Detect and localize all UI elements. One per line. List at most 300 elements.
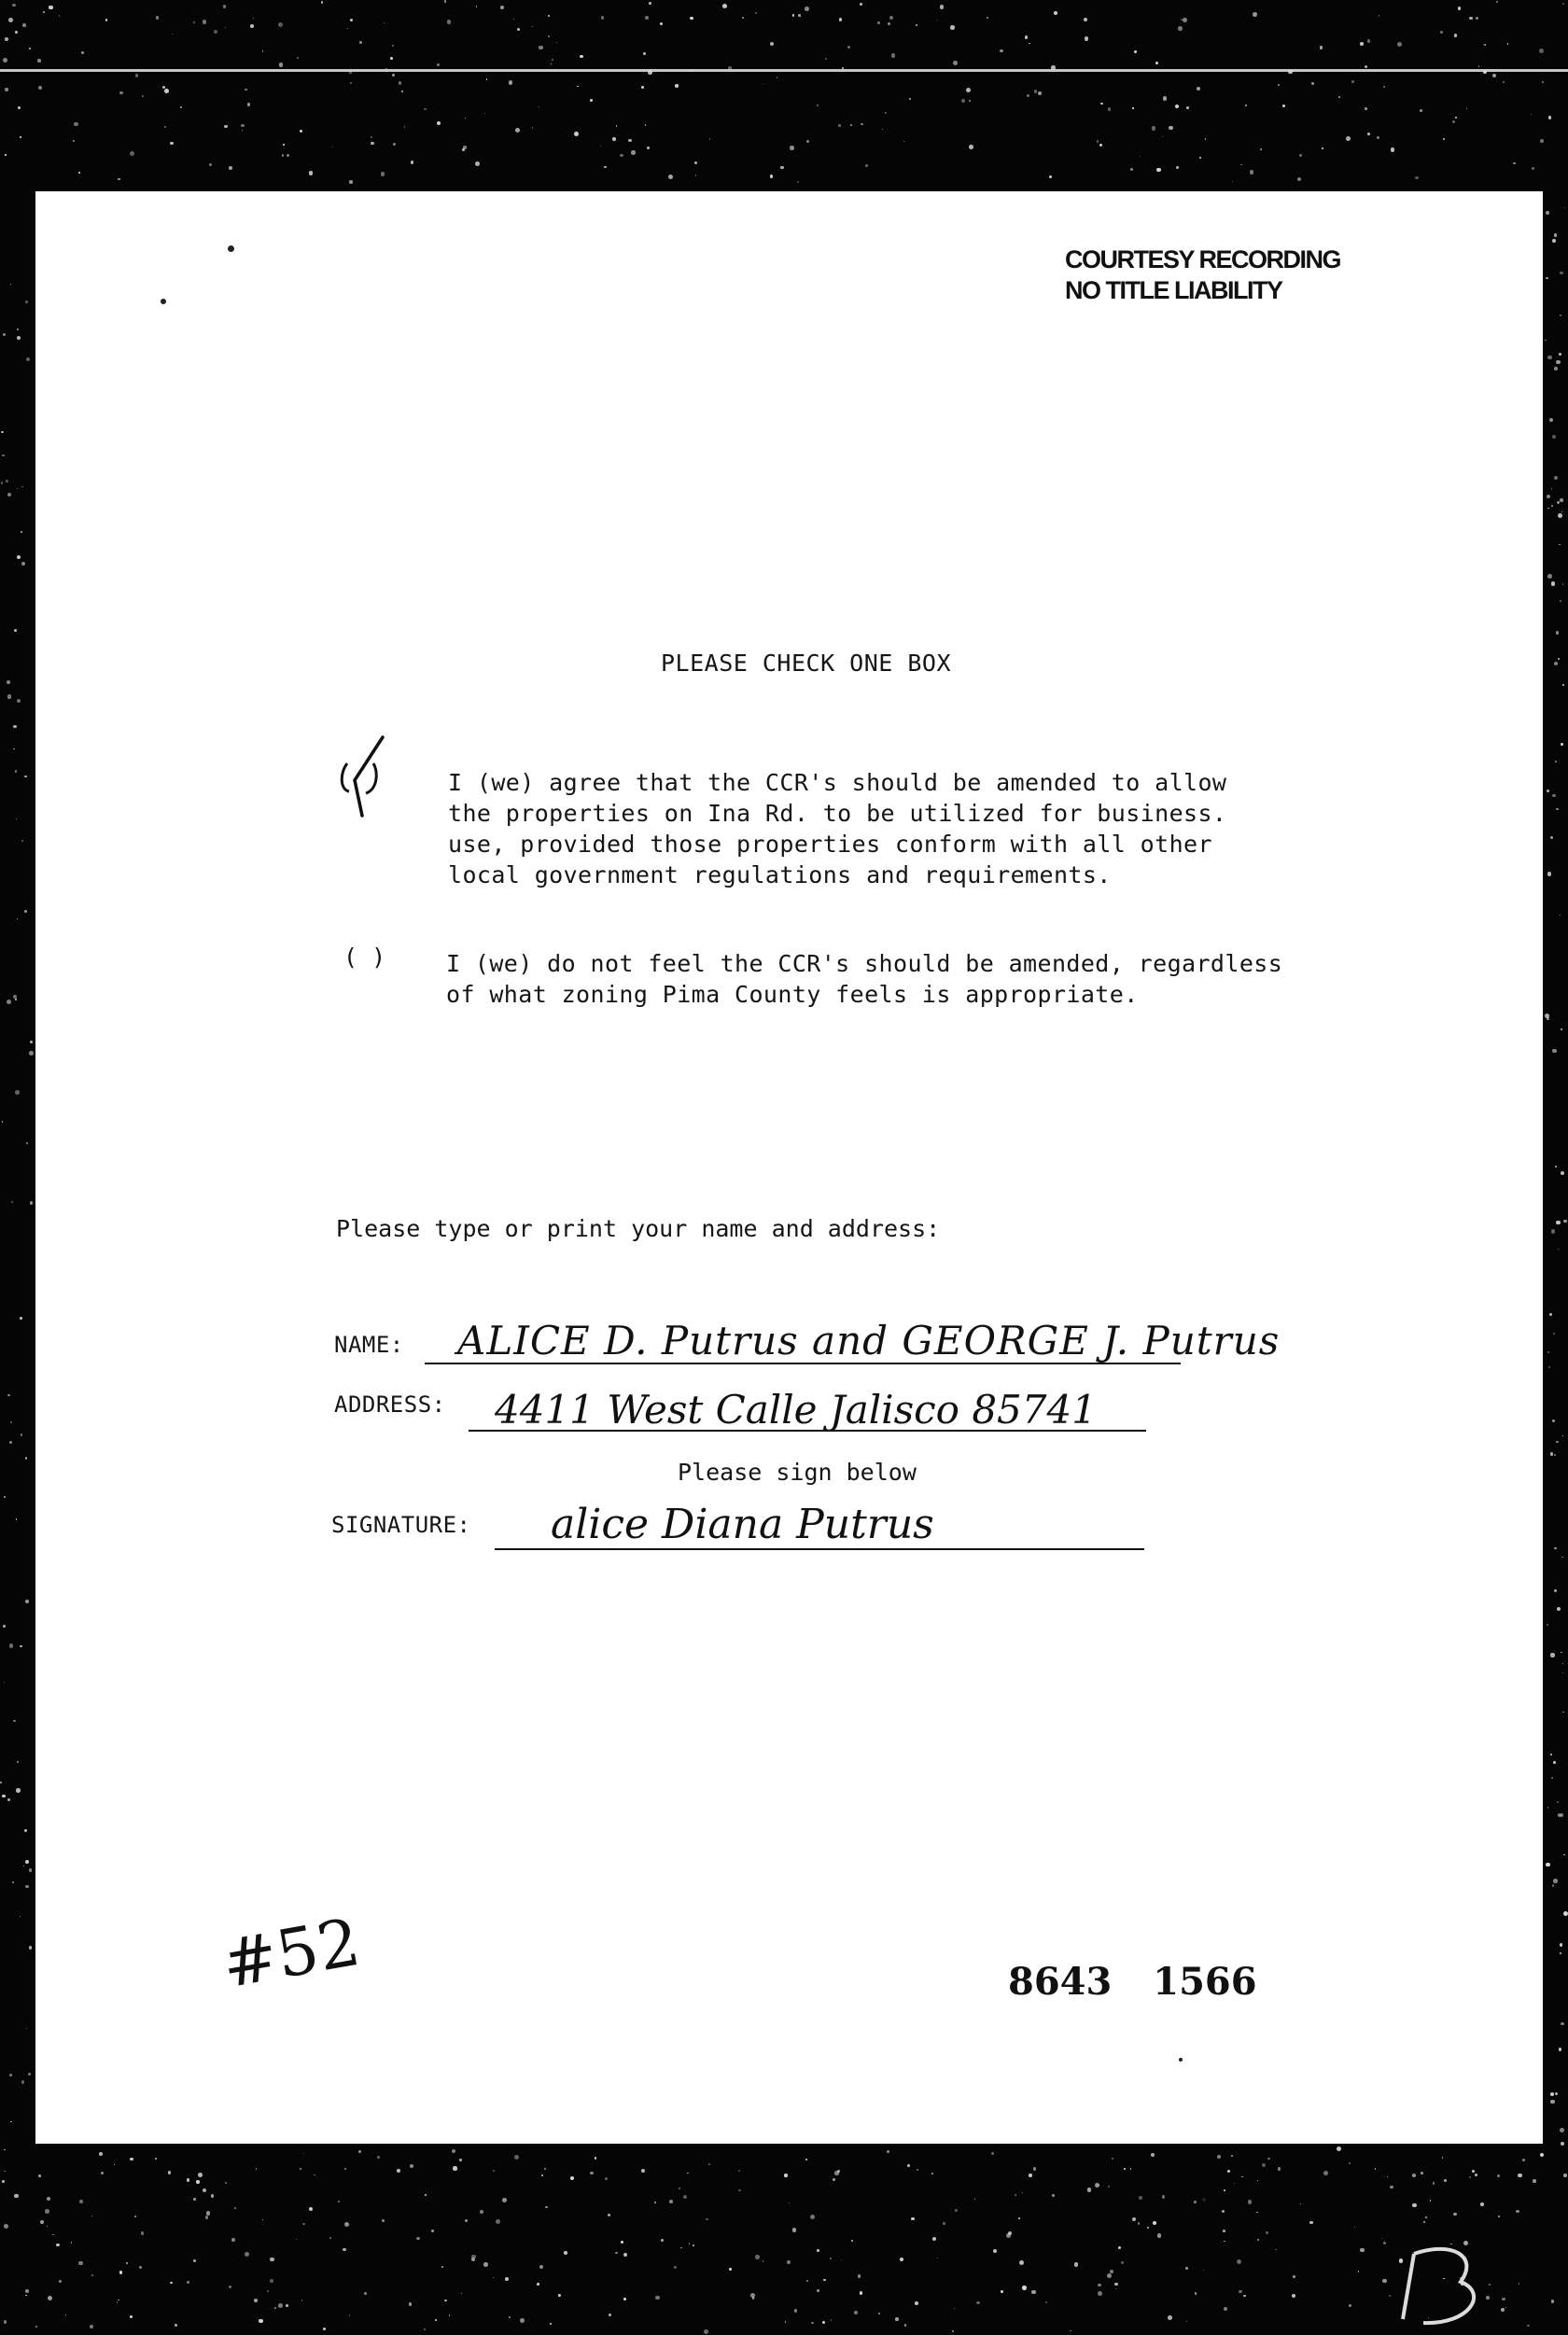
scan-speck (830, 2258, 833, 2260)
stamp-line-2: NO TITLE LIABILITY (1065, 276, 1282, 304)
scan-speck (1518, 2174, 1521, 2177)
scan-speck (1560, 1943, 1562, 1946)
scan-speck (14, 2194, 19, 2199)
scan-speck (631, 150, 636, 155)
scan-speck (1454, 34, 1458, 37)
scan-speck (1381, 2238, 1382, 2239)
scan-speck (792, 2228, 797, 2232)
scan-speck (17, 336, 21, 340)
scan-speck (860, 3, 862, 6)
scan-speck (687, 2173, 689, 2174)
scan-speck (1099, 144, 1102, 147)
scan-speck (390, 57, 393, 60)
scan-speck (2, 1795, 5, 1797)
scan-speck (1547, 790, 1549, 792)
scan-speck (1550, 1452, 1554, 1456)
scan-speck (15, 31, 18, 34)
scan-speck (1560, 600, 1561, 602)
scan-speck (1084, 18, 1087, 21)
scan-speck (1433, 2182, 1435, 2184)
scan-speck (1562, 1663, 1563, 1664)
scan-speck (410, 2164, 413, 2168)
scan-speck (1098, 2284, 1101, 2287)
scan-speck (7, 680, 10, 684)
scan-speck (59, 15, 61, 17)
scan-speck (17, 555, 21, 559)
scan-speck (648, 70, 651, 74)
scan-speck (1203, 2270, 1204, 2271)
scan-speck (537, 2283, 539, 2286)
scan-speck (475, 161, 480, 166)
scan-speck (13, 725, 17, 729)
scan-speck (738, 2170, 740, 2172)
scan-speck (577, 86, 578, 87)
scan-speck (885, 112, 887, 114)
scan-speck (349, 2314, 350, 2315)
scan-speck (1545, 340, 1546, 341)
scan-speck (1553, 1761, 1556, 1764)
scan-speck (9, 2074, 13, 2077)
scan-speck (300, 130, 302, 133)
scan-speck (1563, 1911, 1568, 1916)
scan-speck (1556, 631, 1559, 634)
scan-speck (278, 22, 283, 27)
scan-speck (13, 1720, 16, 1723)
scan-speck (847, 46, 850, 49)
scan-speck (1560, 1952, 1561, 1954)
scan-speck (7, 1000, 11, 1004)
scan-speck (26, 357, 30, 361)
scan-speck (1466, 108, 1468, 110)
scan-speck (907, 2164, 910, 2167)
scan-speck (1476, 17, 1478, 20)
scan-speck (1554, 662, 1558, 665)
scan-speck (817, 2289, 819, 2292)
scan-speck (71, 2242, 72, 2243)
scan-speck (1176, 166, 1179, 169)
scan-speck (708, 2163, 710, 2165)
scan-speck (810, 2215, 815, 2219)
scan-speck (755, 12, 757, 14)
scan-speck (950, 25, 955, 30)
scan-speck (806, 2280, 808, 2282)
scan-speck (198, 2173, 203, 2177)
scan-speck (539, 46, 543, 50)
scan-speck (1299, 154, 1302, 157)
scan-speck (1562, 1435, 1563, 1436)
scan-speck (1297, 177, 1301, 181)
scan-speck (1121, 2261, 1125, 2265)
scan-speck (1507, 43, 1509, 45)
scan-speck (409, 2302, 412, 2305)
scan-speck (517, 28, 520, 31)
scan-speck (30, 1041, 33, 1043)
scan-speck (1531, 114, 1532, 115)
scan-speck (371, 136, 372, 138)
scan-speck (1551, 2300, 1555, 2303)
scan-speck (17, 329, 19, 330)
scan-speck (1338, 96, 1340, 98)
scan-speck (969, 100, 971, 102)
scan-speck (608, 2214, 610, 2216)
scan-speck (514, 2155, 519, 2160)
scan-speck (1452, 120, 1455, 123)
scan-speck (1097, 140, 1099, 143)
scan-speck (1557, 501, 1560, 504)
scan-speck (459, 2159, 462, 2161)
scan-speck (1157, 2233, 1161, 2237)
scan-speck (6, 480, 8, 482)
scan-speck (1387, 2176, 1389, 2178)
scan-speck (193, 21, 195, 23)
scan-speck (25, 2295, 27, 2297)
scan-speck (709, 138, 710, 139)
scan-speck (623, 2298, 626, 2300)
scan-speck (770, 175, 774, 178)
scan-speck (1034, 90, 1037, 92)
scan-speck (1562, 3, 1564, 5)
scan-speck (1546, 211, 1549, 215)
scan-speck (954, 2308, 955, 2309)
scan-speck (690, 17, 693, 20)
scan-speck (1420, 109, 1421, 111)
scan-speck (1250, 170, 1254, 175)
scan-speck (564, 2251, 567, 2255)
scan-speck (1232, 181, 1233, 182)
scan-speck (16, 1518, 17, 1519)
scan-speck (1181, 19, 1183, 21)
scan-speck (1231, 2155, 1233, 2157)
scan-speck (917, 2169, 919, 2172)
scan-speck (882, 129, 883, 130)
scan-speck (180, 106, 183, 109)
scan-speck (645, 16, 649, 20)
scan-speck (969, 145, 973, 149)
scan-speck (206, 2211, 210, 2215)
scan-speck (1397, 42, 1402, 47)
scan-speck (493, 2277, 494, 2278)
scan-speck (404, 126, 406, 128)
scan-speck (1051, 65, 1056, 70)
scan-speck (300, 2168, 301, 2170)
scan-speck (839, 18, 843, 21)
scan-dot (1179, 2058, 1183, 2062)
scan-speck (1560, 2128, 1564, 2132)
scan-speck (1074, 2262, 1078, 2266)
scan-speck (805, 7, 809, 11)
scan-speck (545, 2206, 548, 2209)
scan-speck (231, 2238, 234, 2241)
scan-speck (841, 2259, 842, 2260)
scan-speck (338, 2201, 340, 2202)
scan-speck (7, 493, 11, 496)
option-disagree-checkbox: ( ) (343, 944, 386, 971)
scan-speck (1558, 513, 1562, 518)
scan-speck (1000, 49, 1003, 53)
scan-speck (364, 2292, 368, 2296)
scan-dot (161, 299, 166, 304)
scan-speck (1560, 272, 1563, 275)
address-label: ADDRESS: (334, 1391, 446, 1418)
scan-speck (349, 71, 352, 74)
scan-speck (259, 2319, 262, 2323)
scan-speck (722, 4, 727, 8)
scan-speck (1049, 175, 1052, 178)
document-page (35, 191, 1543, 2144)
scan-speck (444, 0, 447, 3)
scan-speck (38, 2174, 41, 2177)
scan-speck (1349, 2162, 1351, 2164)
scan-speck (279, 63, 283, 66)
scan-speck (794, 2309, 798, 2313)
scan-speck (1562, 583, 1563, 584)
scan-speck (1555, 761, 1557, 762)
scan-speck (860, 2291, 863, 2295)
scan-speck (130, 151, 134, 156)
scan-speck (21, 562, 25, 566)
scan-speck (1551, 1777, 1553, 1779)
scan-speck (916, 24, 917, 26)
scan-speck (628, 139, 631, 142)
scan-speck (392, 45, 394, 47)
scan-speck (1563, 1220, 1566, 1223)
scan-speck (26, 1142, 28, 1144)
scan-speck (3, 333, 6, 336)
scan-speck (20, 1645, 22, 1648)
scan-speck (254, 2299, 258, 2302)
scan-speck (397, 2169, 400, 2173)
scan-speck (932, 2237, 936, 2241)
scan-speck (940, 5, 944, 8)
scan-speck (1455, 117, 1457, 119)
scan-speck (1561, 1557, 1563, 1559)
scan-speck (164, 89, 169, 93)
scan-speck (1377, 136, 1379, 138)
scan-speck (486, 78, 487, 79)
scan-speck (5, 37, 8, 41)
scan-speck (1430, 2200, 1431, 2201)
scan-speck (16, 1788, 21, 1793)
scan-speck (250, 24, 254, 28)
scan-speck (1453, 2213, 1457, 2216)
scan-speck (1033, 2167, 1036, 2170)
scan-speck (225, 27, 226, 28)
scan-speck (17, 918, 18, 919)
scan-speck (1558, 1249, 1559, 1250)
scan-speck (1163, 96, 1167, 100)
scan-speck (931, 2173, 933, 2174)
scan-speck (65, 2314, 66, 2315)
scan-speck (411, 161, 413, 163)
scan-speck (1022, 2286, 1027, 2290)
scan-speck (1556, 808, 1559, 811)
scan-speck (431, 2230, 435, 2233)
scan-speck (170, 2282, 173, 2285)
scan-speck (18, 106, 21, 109)
scan-speck (509, 2316, 511, 2318)
scan-speck (1245, 105, 1247, 106)
scan-speck (24, 910, 27, 913)
scan-speck (1108, 2186, 1110, 2188)
scan-speck (48, 2296, 52, 2300)
scan-speck (1546, 277, 1547, 279)
scan-speck (344, 2222, 349, 2227)
scan-speck (323, 2328, 326, 2330)
scan-speck (679, 2188, 680, 2189)
scan-speck (1147, 2227, 1149, 2229)
scan-speck (209, 163, 212, 166)
signature: alice Diana Putrus (551, 1501, 934, 1548)
scan-speck (1253, 12, 1257, 17)
scan-speck (283, 144, 285, 146)
scan-speck (256, 2168, 258, 2170)
scan-speck (742, 17, 744, 19)
scan-speck (303, 2153, 304, 2154)
scan-speck (25, 1600, 29, 1603)
scan-speck (1469, 17, 1473, 21)
scan-speck (1547, 574, 1552, 579)
scan-speck (1547, 1624, 1548, 1626)
scan-speck (1527, 2325, 1530, 2328)
scan-speck (493, 2170, 495, 2172)
scan-speck (1100, 103, 1102, 105)
scan-speck (1222, 2210, 1225, 2213)
scan-speck (513, 19, 514, 20)
scan-speck (187, 2178, 189, 2181)
scan-speck (114, 2164, 115, 2165)
scan-speck (1360, 42, 1364, 46)
scan-speck (825, 58, 827, 60)
scan-speck (900, 2258, 903, 2261)
scan-speck (1278, 84, 1280, 86)
name-label: NAME: (334, 1332, 404, 1358)
scan-speck (91, 2274, 93, 2276)
scan-speck (416, 2237, 419, 2240)
document-number: 8643 1566 (1008, 1960, 1257, 2004)
scan-speck (704, 2329, 708, 2334)
scan-speck (4, 2320, 7, 2323)
scan-speck (683, 2195, 687, 2199)
scan-speck (435, 2319, 437, 2321)
scan-speck (811, 2322, 813, 2324)
scan-speck (117, 2301, 118, 2302)
scan-speck (1320, 46, 1323, 49)
scan-speck (302, 2223, 305, 2226)
scan-speck (377, 2156, 380, 2159)
scan-speck (2, 454, 5, 457)
scan-speck (156, 16, 159, 19)
scan-speck (1199, 157, 1201, 159)
scan-speck (1561, 1652, 1562, 1654)
scan-speck (118, 2300, 119, 2301)
scan-speck (29, 48, 31, 49)
scan-speck (1556, 360, 1561, 365)
scan-speck (29, 1868, 32, 1871)
scan-speck (321, 1, 323, 3)
scan-speck (556, 42, 557, 43)
scan-speck (1186, 106, 1189, 109)
scan-speck (10, 284, 11, 285)
scan-speck (1267, 2158, 1270, 2160)
scan-speck (838, 124, 841, 127)
scan-speck (1561, 1171, 1564, 1175)
scan-speck (1497, 2174, 1500, 2177)
option-disagree-text: I (we) do not feel the CCR's should be amended, regardless of what zoning Pima County feels is appropriate. (446, 950, 1283, 1008)
scan-speck (953, 61, 958, 65)
scan-speck (831, 2319, 832, 2320)
scan-speck (1151, 2153, 1155, 2157)
scan-speck (343, 2248, 346, 2252)
scan-speck (520, 2318, 525, 2323)
scan-speck (850, 124, 852, 126)
scan-speck (309, 171, 314, 175)
scan-speck (1099, 2185, 1100, 2187)
scan-speck (1478, 65, 1480, 67)
scan-speck (384, 22, 385, 23)
scan-speck (35, 2326, 37, 2328)
scan-speck (780, 166, 784, 170)
scan-speck (17, 699, 21, 703)
scan-speck (7, 694, 11, 698)
scan-speck (1293, 2275, 1295, 2278)
scan-speck (399, 81, 401, 84)
scan-speck (214, 30, 217, 34)
scan-speck (130, 2158, 133, 2161)
scan-dot (228, 245, 234, 252)
scan-speck (22, 23, 26, 27)
scan-speck (21, 2080, 25, 2084)
scan-speck (858, 2274, 861, 2277)
scan-speck (805, 2159, 807, 2160)
scan-speck (1496, 1, 1498, 3)
scan-speck (453, 2166, 456, 2170)
scan-speck (1425, 2216, 1427, 2218)
scan-speck (1162, 2195, 1166, 2199)
scan-speck (43, 11, 45, 13)
scan-speck (1256, 2212, 1257, 2213)
scan-speck (1130, 2168, 1131, 2169)
scan-speck (193, 2198, 196, 2201)
scan-speck (609, 2314, 611, 2316)
scan-speck (1365, 107, 1367, 110)
scan-speck (1248, 2200, 1253, 2204)
scan-speck (1085, 36, 1088, 40)
scan-speck (1241, 2176, 1243, 2178)
scan-speck (878, 2313, 880, 2314)
scan-speck (655, 2296, 660, 2300)
scan-speck (90, 2325, 93, 2328)
scan-speck (1337, 2146, 1341, 2151)
scan-speck (817, 105, 819, 106)
stamp-line-1: COURTESY RECORDING (1065, 245, 1341, 273)
scan-speck (1260, 148, 1262, 150)
scan-speck (1114, 2283, 1118, 2286)
scan-speck (170, 142, 174, 146)
scan-speck (1555, 1166, 1557, 1168)
scan-speck (465, 118, 467, 119)
scan-speck (1132, 107, 1134, 109)
scan-speck (755, 2255, 759, 2258)
scan-speck (1087, 2188, 1091, 2191)
scan-speck (1139, 2196, 1142, 2200)
scan-speck (0, 1782, 2, 1783)
scan-speck (1027, 94, 1029, 97)
scan-speck (1382, 2279, 1386, 2283)
scan-speck (1038, 91, 1042, 95)
scan-speck (1421, 2172, 1423, 2174)
scan-speck (851, 2240, 853, 2242)
scan-speck (29, 1051, 34, 1056)
